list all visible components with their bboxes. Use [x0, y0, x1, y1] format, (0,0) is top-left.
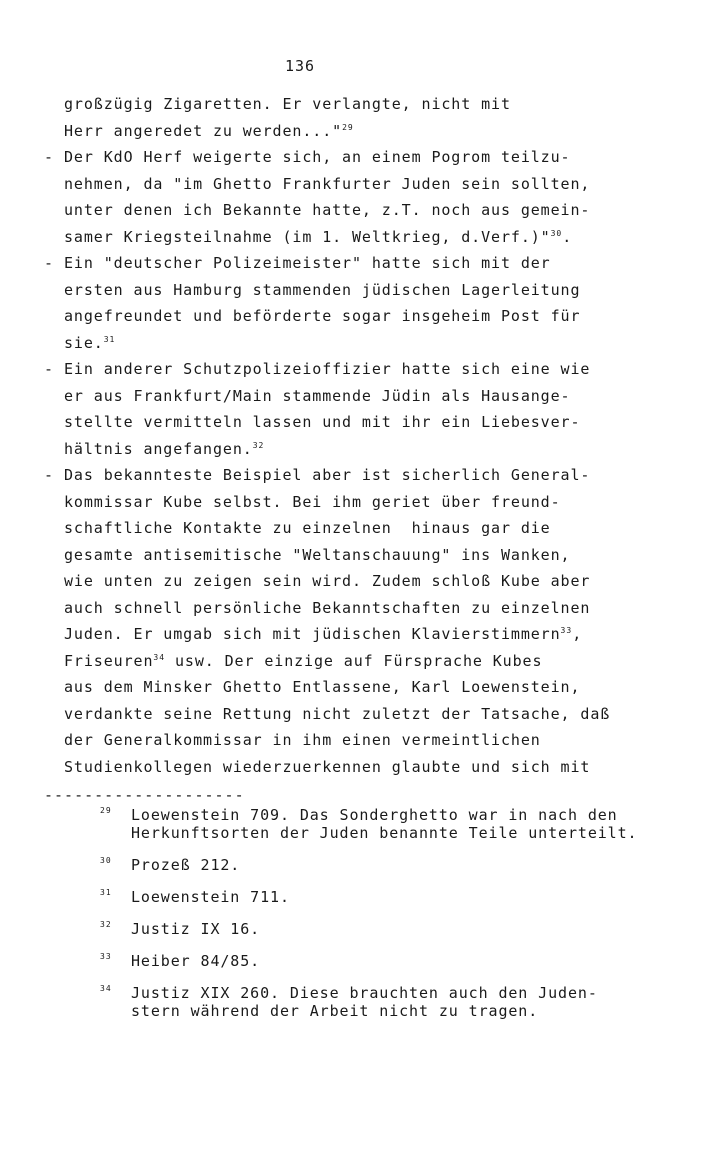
line-text: hältnis angefangen. — [64, 439, 253, 458]
line-text: Friseuren — [64, 651, 154, 670]
footnote-number: 31 — [100, 888, 112, 897]
footnote-reference: 29 — [342, 122, 354, 132]
footnote-text: stern während der Arbeit nicht zu tragen. — [131, 1002, 539, 1020]
footnote-reference: 33 — [560, 626, 573, 635]
footnote — [0, 856, 707, 874]
text-line — [0, 648, 707, 675]
footnote — [0, 952, 707, 970]
body-text — [0, 91, 707, 780]
footnote-reference: 34 — [153, 652, 166, 662]
footnote-number: 34 — [100, 984, 112, 993]
line-text: Studienkollegen wiederzuerkennen glaubte und sich mit — [64, 757, 591, 776]
line-text: großzügig Zigaretten. Er verlangte, nicht mit — [64, 95, 511, 113]
text-line — [0, 224, 707, 251]
footnote-separator: -------------------- — [44, 786, 245, 804]
text-line — [0, 674, 707, 701]
footnote-number: 33 — [100, 952, 112, 961]
list-item-line — [0, 462, 707, 489]
footnote-reference: 30 — [550, 228, 563, 238]
line-text: stellte vermitteln lassen und mit ihr ein Liebesver- — [64, 413, 581, 431]
footnote — [0, 920, 707, 938]
text-line — [0, 409, 707, 436]
line-text-after: usw. Der einzige auf Fürsprache Kubes — [165, 651, 543, 670]
text-line — [0, 91, 707, 118]
text-line — [0, 621, 707, 648]
list-dash: - — [44, 360, 54, 378]
line-text-after: , — [572, 625, 583, 643]
text-line — [0, 383, 707, 410]
footnote-text: Prozeß 212. — [131, 856, 241, 874]
text-line — [0, 515, 707, 542]
text-line — [0, 727, 707, 754]
text-line — [0, 118, 707, 145]
list-item-line — [0, 144, 707, 171]
footnote-text: Justiz XIX 260. Diese brauchten auch den Juden- — [131, 984, 598, 1002]
list-dash: - — [44, 148, 54, 166]
line-text: auch schnell persönliche Bekanntschaften zu einzelnen — [64, 598, 591, 617]
text-line — [0, 277, 707, 304]
line-text: Der KdO Herf weigerte sich, an einem Pogrom teilzu- — [64, 148, 571, 166]
text-line — [0, 436, 707, 463]
footnote-number: 29 — [100, 806, 112, 815]
text-line — [0, 754, 707, 781]
line-text: der Generalkommissar in ihm einen vermeintlichen — [64, 731, 541, 749]
line-text: unter denen ich Bekannte hatte, z.T. noch aus gemein- — [64, 201, 591, 219]
line-text: Ein "deutscher Polizeimeister" hatte sich mit der — [64, 254, 551, 272]
line-text: nehmen, da "im Ghetto Frankfurter Juden sein sollten, — [64, 174, 591, 193]
text-line — [0, 489, 707, 516]
text-line — [0, 197, 707, 224]
text-line — [0, 701, 707, 728]
text-line — [0, 542, 707, 569]
list-item-line — [0, 250, 707, 277]
line-text: gesamte antisemitische "Weltanschauung" ins Wanken, — [64, 545, 571, 564]
line-text: wie unten zu zeigen sein wird. Zudem schloß Kube aber — [64, 572, 591, 590]
footnote-number: 32 — [100, 920, 112, 929]
text-line — [0, 595, 707, 622]
line-text: angefreundet und beförderte sogar insgeheim Post für — [64, 307, 581, 325]
footnote-text: Heiber 84/85. — [131, 952, 261, 970]
line-text: er aus Frankfurt/Main stammende Jüdin als Hausange- — [64, 386, 571, 405]
line-text: schaftliche Kontakte zu einzelnen hinaus gar die — [64, 519, 551, 537]
list-dash: - — [44, 254, 54, 272]
text-line — [0, 568, 707, 595]
line-text: verdankte seine Rettung nicht zuletzt der Tatsache, daß — [64, 704, 611, 723]
footnote-text: Loewenstein 709. Das Sonderghetto war in nach den — [131, 806, 618, 824]
line-text: Herr angeredet zu werden..." — [64, 121, 343, 140]
line-text: aus dem Minsker Ghetto Entlassene, Karl Loewenstein, — [64, 678, 581, 696]
footnote — [0, 806, 707, 842]
line-text: samer Kriegsteilnahme (im 1. Weltkrieg, d.Verf.)" — [64, 227, 551, 246]
footnote — [0, 888, 707, 906]
footnote-number: 30 — [100, 856, 112, 865]
page-number: 136 — [284, 57, 316, 75]
line-text: ersten aus Hamburg stammenden jüdischen Lagerleitung — [64, 280, 581, 299]
line-text: Ein anderer Schutzpolizeioffizier hatte sich eine wie — [64, 360, 591, 378]
footnote-text: Loewenstein 711. — [131, 888, 290, 906]
footnote — [0, 984, 707, 1020]
line-text: Das bekannteste Beispiel aber ist sicherlich General- — [64, 466, 591, 484]
footnote-reference: 32 — [252, 440, 265, 450]
list-item-line — [0, 356, 707, 383]
line-text: sie. — [64, 333, 104, 352]
footnote-text: Justiz IX 16. — [131, 920, 261, 938]
line-text-after: . — [562, 227, 573, 246]
line-text: Juden. Er umgab sich mit jüdischen Klavierstimmern — [64, 625, 561, 643]
line-text: kommissar Kube selbst. Bei ihm geriet über freund- — [64, 492, 561, 511]
text-line — [0, 330, 707, 357]
text-line — [0, 171, 707, 198]
footnote-reference: 31 — [103, 334, 116, 344]
text-line — [0, 303, 707, 330]
footnotes — [0, 806, 707, 1034]
footnote-text: Herkunftsorten der Juden benannte Teile unterteilt. — [131, 824, 638, 842]
list-dash: - — [44, 466, 54, 484]
